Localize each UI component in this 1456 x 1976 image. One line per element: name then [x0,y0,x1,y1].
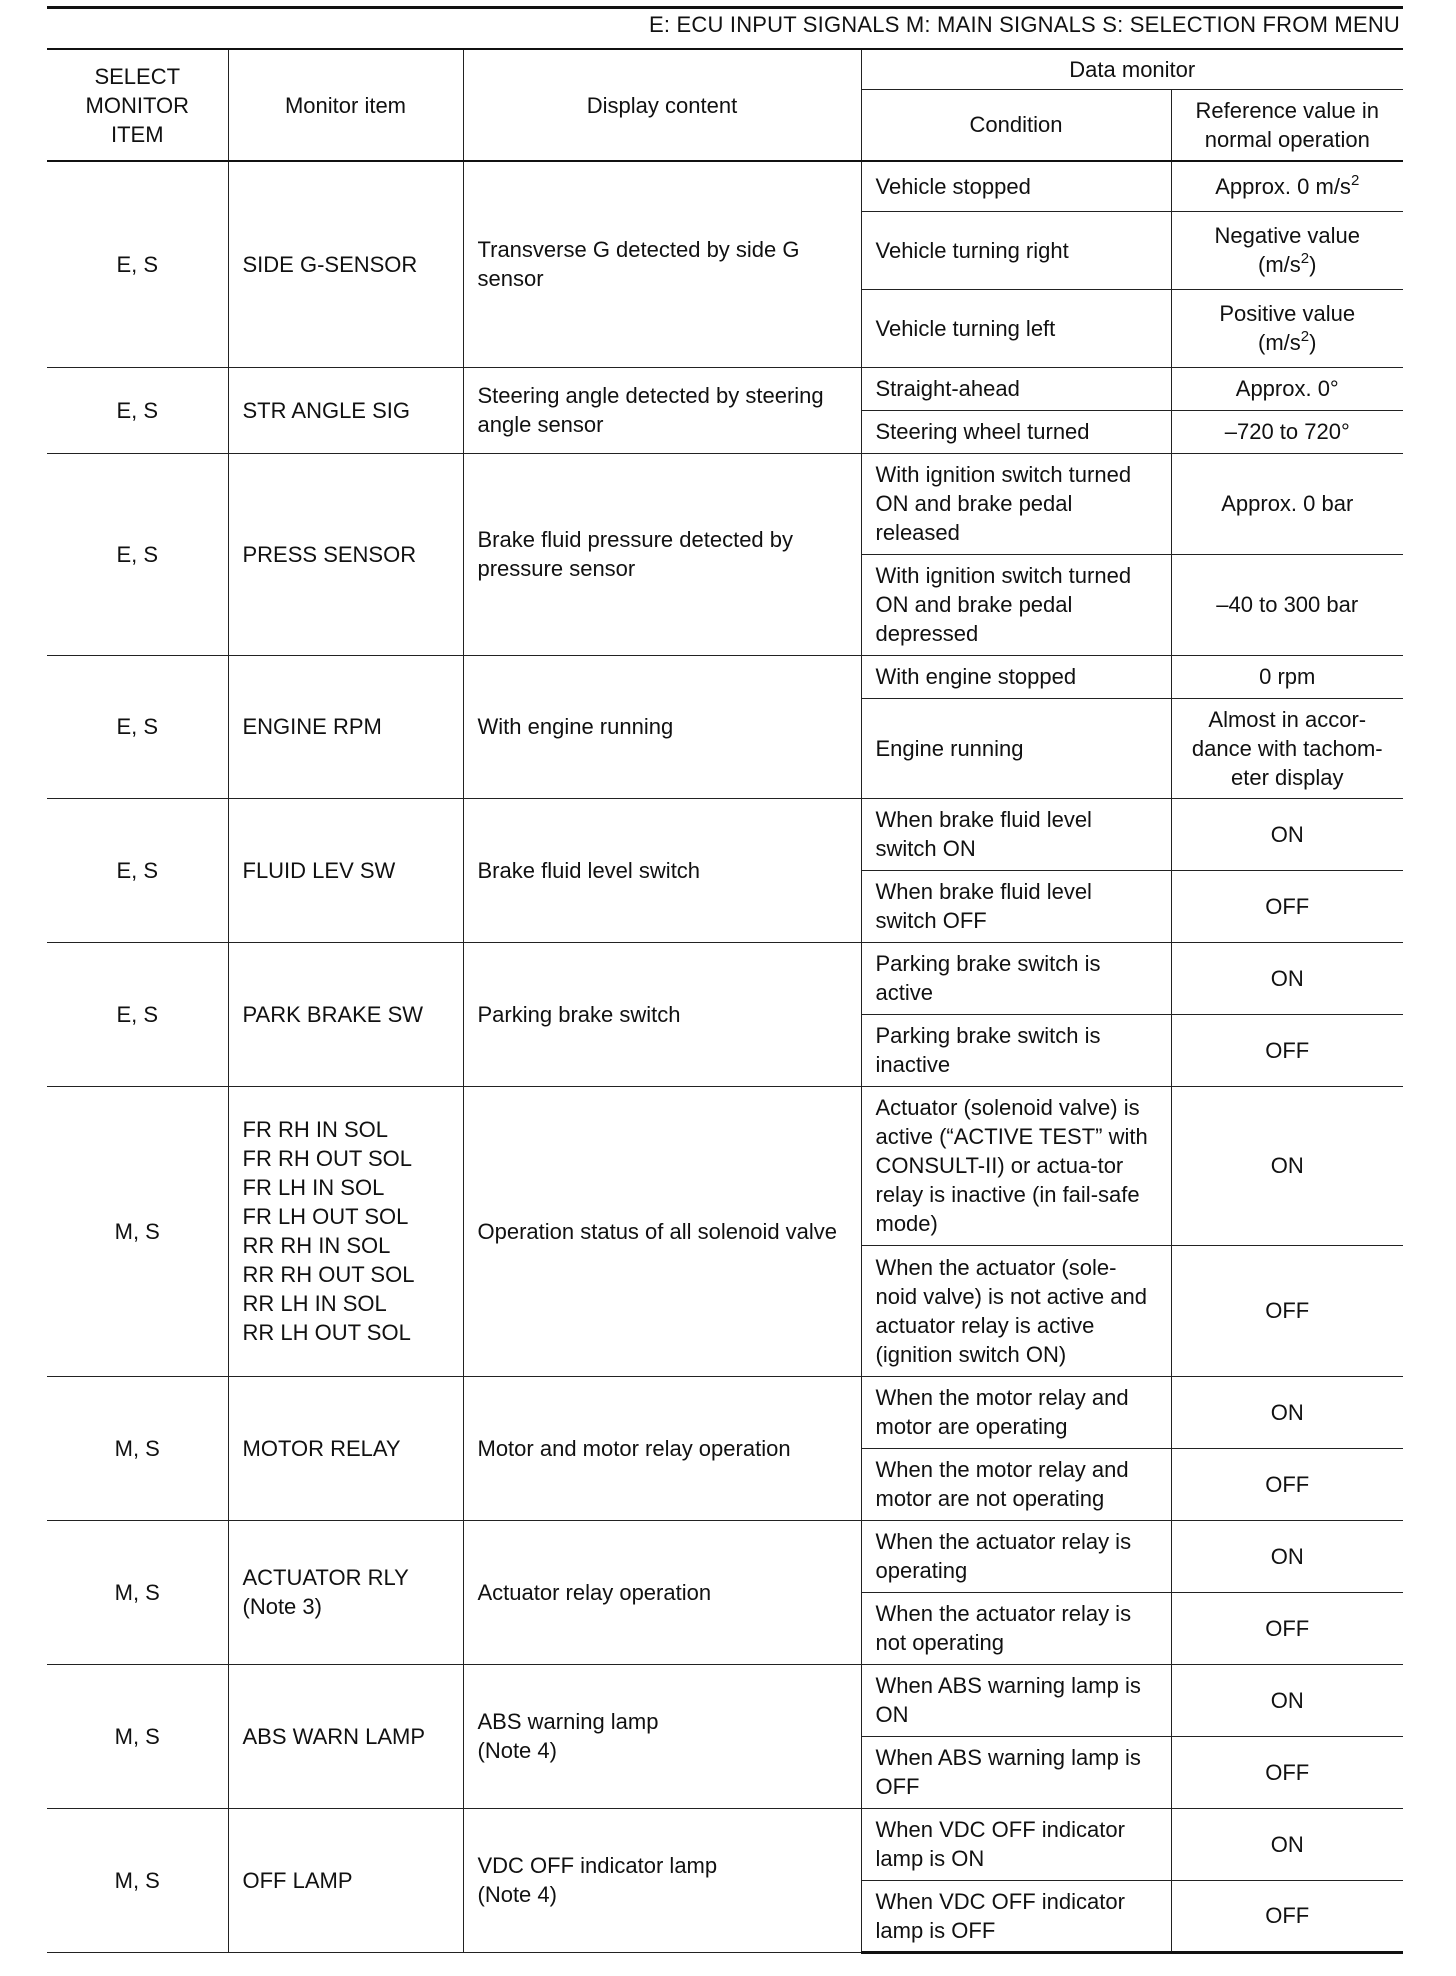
condition-cell: Steering wheel turned [861,410,1171,453]
solenoid-item: RR RH IN SOL [242,1233,391,1258]
table-row [47,161,1403,211]
condition-cell: With engine stopped [861,655,1171,698]
monitor-item-cell [228,1086,463,1376]
condition-cell: Parking brake switch is active [861,942,1171,1014]
reference-cell: Almost in accor-dance with tachom-eter display [1171,698,1403,798]
display-content-cell: Brake fluid pressure detected by pressure sensor [463,453,861,655]
condition-cell: When the actuator relay is operating [861,1520,1171,1592]
header-monitor-item: Monitor item [228,49,463,161]
condition-cell: Vehicle turning left [861,289,1171,367]
reference-cell: ON [1171,1664,1403,1736]
header-display-content: Display content [463,49,861,161]
condition-cell: Actuator (solenoid valve) is active (“ACTIVE TEST” with CONSULT-II) or actua-tor relay is inactive (in fail-safe mode) [861,1086,1171,1245]
reference-cell: ON [1171,1376,1403,1448]
header-data-monitor: Data monitor [861,49,1403,89]
display-content-cell: With engine running [463,655,861,798]
display-content-note: (Note 4) [477,1738,557,1763]
select-cell: E, S [47,367,228,453]
superscript: 2 [1300,328,1310,345]
monitor-item-cell: FLUID LEV SW [228,798,463,942]
reference-cell [1171,161,1403,211]
table-row [47,1808,1403,1880]
condition-cell: When brake fluid level switch ON [861,798,1171,870]
solenoid-item: RR LH IN SOL [242,1291,387,1316]
select-cell: M, S [47,1086,228,1376]
monitor-item-cell: SIDE G-SENSOR [228,161,463,367]
reference-cell: –40 to 300 bar [1171,554,1403,655]
top-rule [47,6,1403,9]
display-content-cell: Motor and motor relay operation [463,1376,861,1520]
reference-cell: OFF [1171,1448,1403,1520]
condition-cell: When brake fluid level switch OFF [861,870,1171,942]
reference-cell: OFF [1171,1014,1403,1086]
table-row [47,798,1403,870]
superscript: 2 [1300,250,1310,267]
table-row [47,1664,1403,1736]
table-row [47,1520,1403,1592]
condition-cell: Engine running [861,698,1171,798]
condition-cell: When ABS warning lamp is ON [861,1664,1171,1736]
table-row [47,367,1403,410]
monitor-item-cell: ENGINE RPM [228,655,463,798]
reference-cell: OFF [1171,1880,1403,1952]
display-content-note: (Note 4) [477,1882,557,1907]
data-monitor-table [47,48,1403,1954]
table-row [47,1376,1403,1448]
reference-unit-close: ) [1309,252,1317,277]
select-cell: E, S [47,798,228,942]
condition-cell: When ABS warning lamp is OFF [861,1736,1171,1808]
solenoid-item: FR LH IN SOL [242,1175,385,1200]
reference-text: Positive value [1219,301,1356,326]
condition-cell: Straight-ahead [861,367,1171,410]
display-content-cell [463,1808,861,1952]
monitor-item-cell: ABS WARN LAMP [228,1664,463,1808]
reference-text: Approx. 0 m/s [1215,173,1351,199]
select-cell: E, S [47,453,228,655]
display-content-text: VDC OFF indicator lamp [477,1853,718,1878]
reference-cell: Approx. 0 bar [1171,453,1403,554]
monitor-item-cell: OFF LAMP [228,1808,463,1952]
reference-cell: OFF [1171,870,1403,942]
select-cell: M, S [47,1664,228,1808]
select-cell: M, S [47,1808,228,1952]
reference-unit-close: ) [1309,330,1317,355]
condition-cell: When the motor relay and motor are not operating [861,1448,1171,1520]
condition-cell: With ignition switch turned ON and brake pedal depressed [861,554,1171,655]
reference-cell: ON [1171,1086,1403,1245]
monitor-item-cell: MOTOR RELAY [228,1376,463,1520]
select-cell: E, S [47,942,228,1086]
header-select-monitor-item: SELECT MONITOR ITEM [47,49,228,161]
solenoid-item: RR RH OUT SOL [242,1262,415,1287]
display-content-text: ABS warning lamp [477,1709,659,1734]
reference-cell: ON [1171,798,1403,870]
reference-cell: ON [1171,1808,1403,1880]
monitor-item-name: ACTUATOR RLY [242,1565,409,1590]
condition-cell: When VDC OFF indicator lamp is ON [861,1808,1171,1880]
select-cell: M, S [47,1376,228,1520]
display-content-cell: Operation status of all solenoid valve [463,1086,861,1376]
table-row [47,942,1403,1014]
condition-cell: When the actuator relay is not operating [861,1592,1171,1664]
select-cell: M, S [47,1520,228,1664]
reference-cell [1171,211,1403,289]
reference-cell: –720 to 720° [1171,410,1403,453]
solenoid-item: FR RH OUT SOL [242,1146,413,1171]
reference-cell: OFF [1171,1245,1403,1376]
display-content-cell: Brake fluid level switch [463,798,861,942]
condition-cell: When VDC OFF indicator lamp is OFF [861,1880,1171,1952]
reference-cell: Approx. 0° [1171,367,1403,410]
table-row [47,1086,1403,1245]
monitor-item-cell: PRESS SENSOR [228,453,463,655]
condition-cell: When the motor relay and motor are operating [861,1376,1171,1448]
reference-unit: (m/s [1258,252,1301,277]
solenoid-item: RR LH OUT SOL [242,1320,411,1345]
reference-text: Negative value [1214,223,1361,248]
signal-legend: E: ECU INPUT SIGNALS M: MAIN SIGNALS S: SELECTION FROM MENU [649,12,1400,37]
table-row [47,453,1403,554]
display-content-cell: Actuator relay operation [463,1520,861,1664]
select-cell: E, S [47,655,228,798]
reference-cell: OFF [1171,1736,1403,1808]
table-row [47,655,1403,698]
condition-cell: With ignition switch turned ON and brake pedal released [861,453,1171,554]
monitor-item-cell: PARK BRAKE SW [228,942,463,1086]
reference-cell: ON [1171,942,1403,1014]
select-cell: E, S [47,161,228,367]
reference-cell: OFF [1171,1592,1403,1664]
monitor-item-cell [228,1520,463,1664]
reference-cell: ON [1171,1520,1403,1592]
superscript: 2 [1350,171,1360,189]
condition-cell: Vehicle stopped [861,161,1171,211]
reference-cell: 0 rpm [1171,655,1403,698]
header-condition: Condition [861,89,1171,161]
header-reference-value: Reference value in normal operation [1171,89,1403,161]
condition-cell: Parking brake switch is inactive [861,1014,1171,1086]
monitor-item-note: (Note 3) [242,1594,322,1619]
condition-cell: Vehicle turning right [861,211,1171,289]
solenoid-item: FR RH IN SOL [242,1117,388,1142]
display-content-cell: Steering angle detected by steering angle sensor [463,367,861,453]
reference-unit: (m/s [1258,330,1301,355]
condition-cell: When the actuator (sole-noid valve) is not active and actuator relay is active (ignition switch ON) [861,1245,1171,1376]
display-content-cell: Parking brake switch [463,942,861,1086]
display-content-cell [463,1664,861,1808]
monitor-item-cell: STR ANGLE SIG [228,367,463,453]
display-content-cell: Transverse G detected by side G sensor [463,161,861,367]
solenoid-item: FR LH OUT SOL [242,1204,409,1229]
reference-cell [1171,289,1403,367]
